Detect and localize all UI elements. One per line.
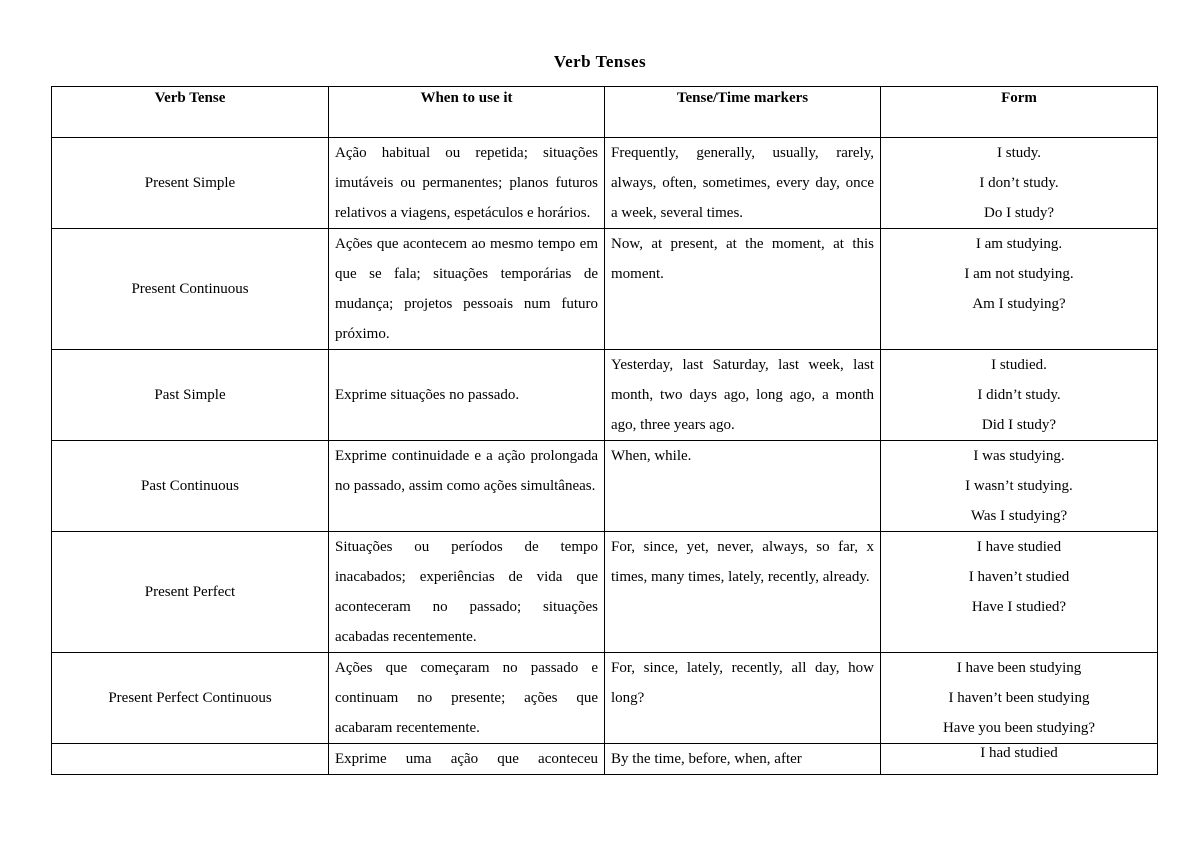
form-cell: [881, 350, 1158, 441]
form-negative: I don’t study.: [979, 175, 1059, 191]
form-negative: I wasn’t studying.: [965, 478, 1073, 494]
table-row: [52, 441, 1158, 532]
form-question: Do I study?: [984, 205, 1054, 221]
tense-cell: Past Simple: [52, 350, 329, 441]
table-row: [52, 229, 1158, 350]
header-when-to-use: When to use it: [329, 87, 605, 138]
markers-cell: When, while.: [605, 441, 881, 532]
table-row: [52, 350, 1158, 441]
form-affirmative: I have studied: [976, 539, 1062, 555]
document-title: Verb Tenses: [553, 52, 647, 71]
when-cell: Situações ou períodos de tempo inacabados; experiências de vida que aconteceram no passado; situações acabadas recentemente.: [329, 532, 605, 653]
header-form: Form: [881, 87, 1158, 138]
form-affirmative: I was studying.: [973, 448, 1065, 464]
tense-cell: Present Continuous: [52, 229, 329, 350]
verb-tenses-table: [51, 86, 1158, 775]
form-cell: [881, 138, 1158, 229]
form-affirmative: I have been studying: [956, 660, 1082, 676]
when-cell: Ação habitual ou repetida; situações imutáveis ou permanentes; planos futuros relativos a viagens, espetáculos e horários.: [329, 138, 605, 229]
tense-cell: Present Simple: [52, 138, 329, 229]
form-question: Am I studying?: [972, 296, 1066, 312]
markers-cell: Now, at present, at the moment, at this moment.: [605, 229, 881, 350]
form-cell: [881, 532, 1158, 653]
form-cell: [881, 441, 1158, 532]
when-cell: Exprime continuidade e a ação prolongada no passado, assim como ações simultâneas.: [329, 441, 605, 532]
markers-cell: Frequently, generally, usually, rarely, always, often, sometimes, every day, once a week, several times.: [605, 138, 881, 229]
form-question: Have you been studying?: [942, 720, 1096, 736]
form-negative: I am not studying.: [964, 266, 1074, 282]
form-affirmative: I study.: [996, 145, 1042, 161]
when-cell: Exprime situações no passado.: [329, 350, 605, 441]
markers-cell: Yesterday, last Saturday, last week, last month, two days ago, long ago, a month ago, three years ago.: [605, 350, 881, 441]
form-affirmative: I am studying.: [975, 236, 1063, 252]
form-cell: [881, 744, 1158, 775]
markers-cell: For, since, lately, recently, all day, how long?: [605, 653, 881, 744]
when-cell: Exprime uma ação que aconteceu: [329, 744, 605, 775]
markers-cell: By the time, before, when, after: [605, 744, 881, 775]
when-cell: Ações que começaram no passado e continuam no presente; ações que acabaram recentemente.: [329, 653, 605, 744]
form-question: Was I studying?: [970, 508, 1068, 524]
tense-cell: [52, 744, 329, 775]
form-cell: [881, 653, 1158, 744]
form-affirmative: I had studied: [980, 745, 1058, 761]
tense-cell: Present Perfect Continuous: [52, 653, 329, 744]
header-time-markers: Tense/Time markers: [605, 87, 881, 138]
form-negative: I haven’t studied: [968, 569, 1070, 585]
table-row: [52, 653, 1158, 744]
tense-cell: Present Perfect: [52, 532, 329, 653]
form-cell: [881, 229, 1158, 350]
table-row: [52, 744, 1158, 775]
form-question: Have I studied?: [971, 599, 1067, 615]
when-cell: Ações que acontecem ao mesmo tempo em que se fala; situações temporárias de mudança; projetos pessoais num futuro próximo.: [329, 229, 605, 350]
form-affirmative: I studied.: [991, 357, 1047, 373]
header-verb-tense: Verb Tense: [52, 87, 329, 138]
tense-cell: Past Continuous: [52, 441, 329, 532]
table-header-row: [52, 87, 1158, 138]
table-row: [52, 138, 1158, 229]
form-negative: I haven’t been studying: [948, 690, 1090, 706]
form-negative: I didn’t study.: [977, 387, 1061, 403]
form-question: Did I study?: [981, 417, 1057, 433]
table-row: [52, 532, 1158, 653]
markers-cell: For, since, yet, never, always, so far, x times, many times, lately, recently, already.: [605, 532, 881, 653]
